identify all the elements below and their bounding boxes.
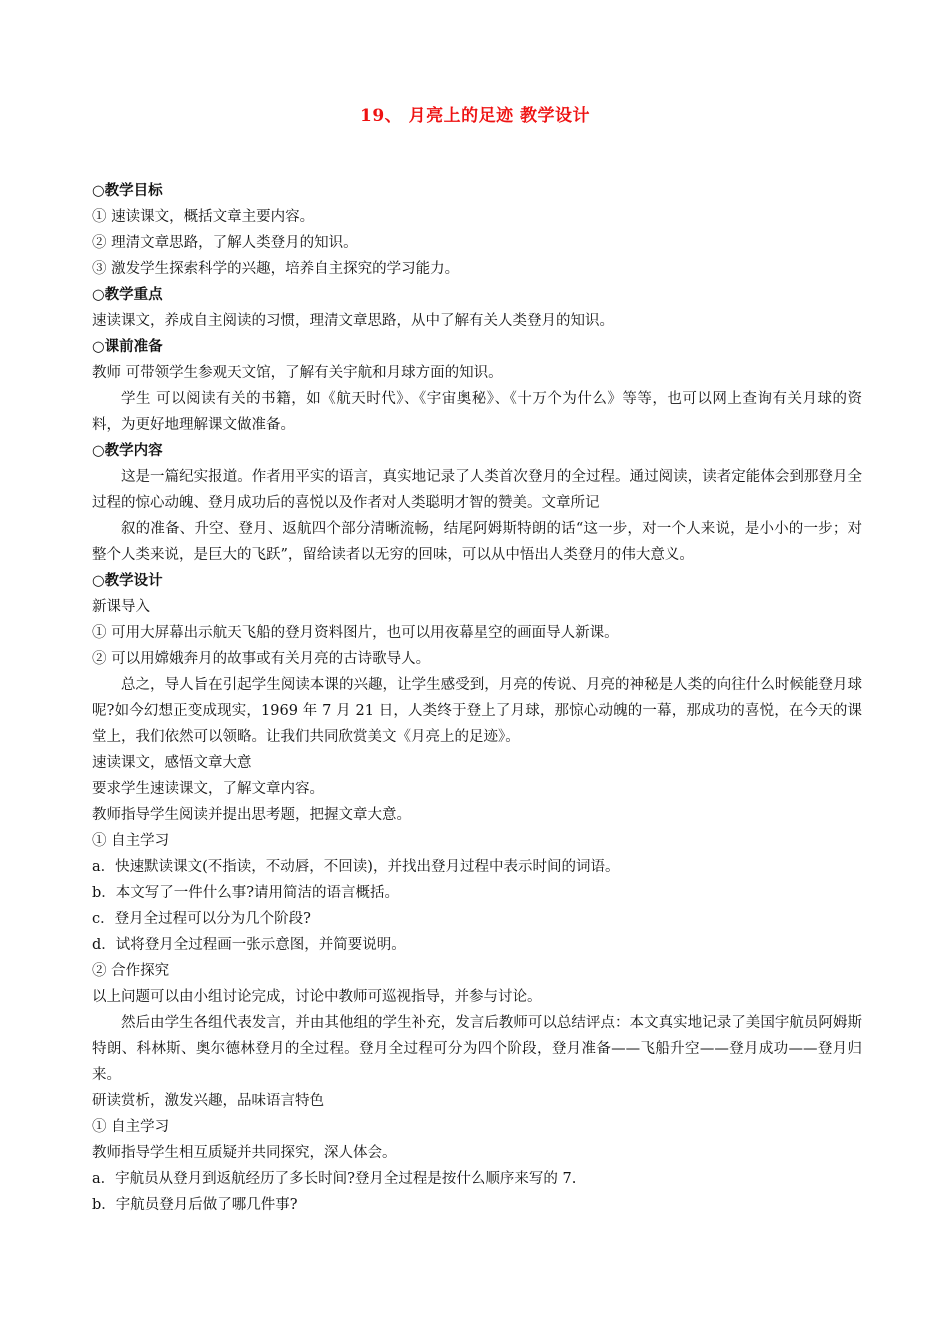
- design-subtitle: 速读课文，感悟文章大意: [92, 755, 252, 771]
- document-body: [92, 178, 862, 1218]
- design-text: 教师指导学生阅读并提出思考题，把握文章大意。: [92, 807, 411, 823]
- goal-item: ③ 激发学生探索科学的兴趣，培养自主探究的学习能力。: [92, 261, 460, 277]
- design-subtitle: ① 自主学习: [92, 833, 170, 849]
- design-subtitle: ② 合作探究: [92, 963, 170, 979]
- content-paragraph: 这是一篇纪实报道。作者用平实的语言，真实地记录了人类首次登月的全过程。通过阅读，读者定能体会到那登月全过程的惊心动魄、登月成功后的喜悦以及作者对人类聪明才智的赞美。文章所记: [92, 469, 862, 511]
- prep-student: 学生 可以阅读有关的书籍，如《航天时代》、《宇宙奥秘》、《十万个为什么》等等，也可以网上查询有关月球的资料，为更好地理解课文做准备。: [92, 391, 862, 433]
- question-item: a．快速默读课文(不指读，不动唇，不回读)，并找出登月过程中表示时间的词语。: [92, 859, 620, 875]
- design-item: ① 可用大屏幕出示航天飞船的登月资料图片，也可以用夜幕星空的画面导人新课。: [92, 625, 619, 641]
- design-subtitle: 新课导入: [92, 599, 150, 615]
- goal-item: ① 速读课文，概括文章主要内容。: [92, 209, 315, 225]
- question-item: b．宇航员登月后做了哪几件事?: [92, 1197, 298, 1213]
- design-text: 要求学生速读课文，了解文章内容。: [92, 781, 324, 797]
- section-heading-focus: ○ 教学重点: [92, 282, 862, 308]
- section-heading-prep: ○ 课前准备: [92, 334, 862, 360]
- goal-item: ② 理清文章思路，了解人类登月的知识。: [92, 235, 358, 251]
- design-paragraph: 总之，导人旨在引起学生阅读本课的兴趣，让学生感受到，月亮的传说、月亮的神秘是人类的向往什么时候能登月球呢?如今幻想正变成现实，1969 年 7 月 21 日，人类终于登上了月球，那惊心动魄的一幕，那成功的喜悦，在今天的课堂上，我们依然可以领略。让我们共同欣赏美文《月亮上的足迹》。: [92, 677, 862, 745]
- section-heading-goals: ○ 教学目标: [92, 178, 862, 204]
- section-heading-design: ○ 教学设计: [92, 568, 862, 594]
- design-paragraph: 然后由学生各组代表发言，并由其他组的学生补充，发言后教师可以总结评点：本文真实地记录了美国宇航员阿姆斯特朗、科林斯、奥尔德林登月的全过程。登月全过程可分为四个阶段，登月准备——飞船升空——登月成功——登月归来。: [92, 1015, 862, 1083]
- question-item: b．本文写了一件什么事?请用简洁的语言概括。: [92, 885, 400, 901]
- design-subtitle: ① 自主学习: [92, 1119, 170, 1135]
- document-title: 19、 月亮上的足迹 教学设计: [360, 106, 590, 126]
- design-text: 以上问题可以由小组讨论完成，讨论中教师可巡视指导，并参与讨论。: [92, 989, 542, 1005]
- question-item: c．登月全过程可以分为几个阶段?: [92, 911, 311, 927]
- question-item: a．宇航员从登月到返航经历了多长时间?登月全过程是按什么顺序来写的 7.: [92, 1171, 577, 1187]
- design-subtitle: 研读赏析，激发兴趣，品味语言特色: [92, 1093, 324, 1109]
- design-item: ② 可以用嫦娥奔月的故事或有关月亮的古诗歌导人。: [92, 651, 431, 667]
- prep-teacher: 教师 可带领学生参观天文馆，了解有关宇航和月球方面的知识。: [92, 365, 503, 381]
- section-heading-content: ○ 教学内容: [92, 438, 862, 464]
- question-item: d．试将登月全过程画一张示意图，并简要说明。: [92, 937, 406, 953]
- design-text: 教师指导学生相互质疑并共同探究，深人体会。: [92, 1145, 397, 1161]
- content-paragraph: 叙的准备、升空、登月、返航四个部分清晰流畅，结尾阿姆斯特朗的话“这一步，对一个人来说，是小小的一步；对整个人类来说，是巨大的飞跃”，留给读者以无穷的回味，可以从中悟出人类登月的伟大意义。: [92, 521, 862, 563]
- focus-text: 速读课文，养成自主阅读的习惯，理清文章思路，从中了解有关人类登月的知识。: [92, 313, 614, 329]
